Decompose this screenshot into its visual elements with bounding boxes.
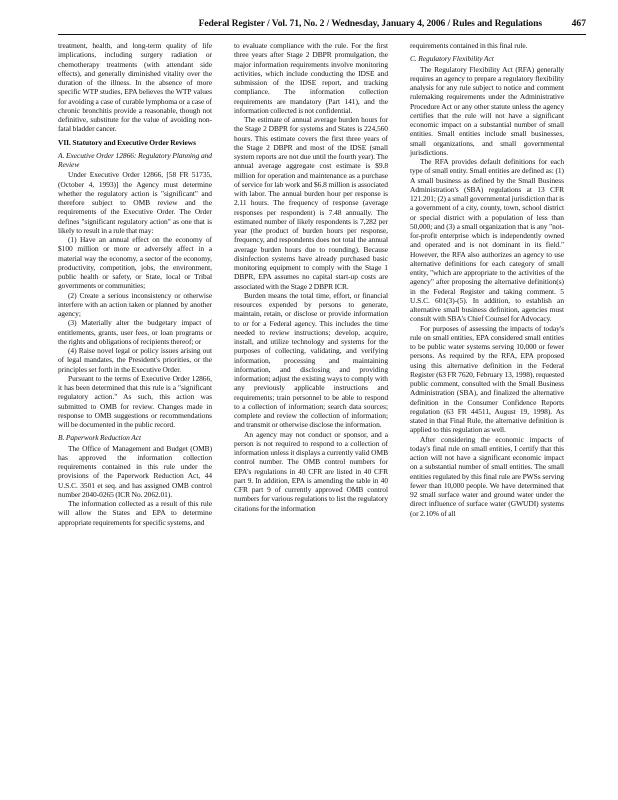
paragraph: The Regulatory Flexibility Act (RFA) generally requires an agency to prepare a regulatory flexibility analysis for any rule subject to notice and comment rulemaking requirements under the Administrative Procedure Act or any other statute unless the agency certifies that the rule will not have a significant economic impact on a substantial number of small entities. Small entities include small businesses, small organizations, and small governmental jurisdictions. — [410, 64, 564, 157]
running-head: Federal Register / Vol. 71, No. 2 / Wednesday, January 4, 2006 / Rules and Regulations — [198, 18, 542, 29]
list-item: (4) Raise novel legal or policy issues arising out of legal mandates, the President's priorities, or the principles set forth in the Executive Order. — [58, 346, 212, 374]
section-heading: VII. Statutory and Executive Order Reviews — [58, 137, 196, 147]
column-middle — [234, 41, 388, 513]
list-item: (2) Create a serious inconsistency or otherwise interfere with an action taken or planned by another agency; — [58, 290, 212, 318]
paragraph: Burden means the total time, effort, or financial resources expended by persons to generate, maintain, retain, or disclose or provide information to or for a Federal agency. This includes the time needed to review instructions; develop, acquire, install, and utilize technology and systems for the purposes of collecting, validating, and verifying information, processing and maintaining information, and disclosing and providing information; adjust the existing ways to comply with any previously applicable instructions and requirements; train personnel to be able to respond to a collection of information; search data sources; complete and review the collection of information; and transmit or otherwise disclose the information. — [234, 290, 388, 430]
paragraph: to evaluate compliance with the rule. For the first three years after Stage 2 DBPR promulgation, the major information requirements involve monitoring activities, which include conducting the IDSE and submission of the IDSE report, and tracking compliance. The information collection requirements are mandatory (Part 141), and the information collected is not confidential. — [234, 41, 388, 115]
paragraph: The Office of Management and Budget (OMB) has approved the information collection requirements contained in this rule under the provisions of the Paperwork Reduction Act, 44 U.S.C. 3501 et seq. and has assigned OMB control number 2040-0265 (ICR No. 2062.01). — [58, 443, 212, 499]
column-left — [58, 41, 212, 527]
paragraph: The estimate of annual average burden hours for the Stage 2 DBPR for systems and States is 224,560 hours. This estimate covers the first three years of the Stage 2 DBPR and most of the IDSE (small system reports are not due until the fourth year). The annual average aggregate cost estimate is $9.8 million for operation and maintenance as a purchase of service for lab work and $6.8 million is associated with labor. The annual burden hour per response is 2.11 hours. The frequency of response (average responses per respondent) is 7.48 annually. The estimated number of likely respondents is 7,282 per year (the product of burden hours per response, frequency, and respondents does not total the annual average burden hours due to rounding). Because disinfection systems have already purchased basic monitoring equipment to comply with the Stage 1 DBPR, EPA assumes no capital start-up costs are associated with the Stage 2 DBPR ICR. — [234, 115, 388, 291]
subsection-heading: B. Paperwork Reduction Act — [58, 433, 142, 443]
paragraph: For purposes of assessing the impacts of today's rule on small entities, EPA considered small entities to be public water systems serving 10,000 or fewer persons. As required by the RFA, EPA proposed using this alternative definition in the Federal Register (63 FR 7620, February 13, 1998), requested public comment, consulted with the Small Business Administration (SBA), and finalized the alternative definition in the Consumer Confidence Reports regulation (63 FR 44511, August 19, 1998). As stated in that Final Rule, the alternative definition is applied to this regulation as well. — [410, 323, 564, 435]
paragraph: The RFA provides default definitions for each type of small entity. Small entities are defined as: (1) A small business as defined by the Small Business Administration's (SBA) regulations at 13 CFR 121.201; (2) a small governmental jurisdiction that is a government of a city, county, town, school district or special district with a population of less than 50,000; and (3) a small organization that is any "not-for-profit enterprise which is independently owned and operated and is not dominant in its field." However, the RFA also authorizes an agency to use alternative definitions for each category of small entity, "which are appropriate to the activities of the agency" after proposing the alternative definition(s) in the Federal Register and taking comment. 5 U.S.C. 601(3)-(5). In addition, to establish an alternative small business definition, agencies must consult with SBA's Chief Counsel for Advocacy. — [410, 157, 564, 324]
page-header — [58, 18, 586, 35]
paragraph: treatment, health, and long-term quality of life implications, including surgery radiation or chemotherapy treatments (with attendant side effects), and generally diminished vitality over the duration of the illness. In the absence of more specific WTP studies, EPA believes the WTP values for avoiding a case of curable lymphoma or a case of chronic bronchitis provide a reasonable, though not definitive, substitute for the value of avoiding non-fatal bladder cancer. — [58, 41, 212, 134]
list-item: (1) Have an annual effect on the economy of $100 million or more or adversely affect in a material way the economy, a sector of the economy, productivity, competition, jobs, the environment, public health or safety, or State, local or Tribal governments or communities; — [58, 235, 212, 291]
page-number: 467 — [571, 18, 586, 29]
paragraph: After considering the economic impacts of today's final rule on small entities, I certify that this action will not have a significant economic impact on a substantial number of small entities. The small entities regulated by this final rule are PWSs serving fewer than 10,000 people. We have determined that 92 small surface water and ground water under the direct influence of surface water (GWUDI) systems (or 2.10% of all — [410, 434, 564, 518]
paragraph: Pursuant to the terms of Executive Order 12866, it has been determined that this rule is a "significant regulatory action." As such, this action was submitted to OMB for review. Changes made in response to OMB suggestions or recommendations will be documented in the public record. — [58, 373, 212, 429]
paragraph: The information collected as a result of this rule will allow the States and EPA to determine appropriate requirements for specific systems, and — [58, 499, 212, 527]
column-right — [410, 41, 564, 518]
subsection-heading: A. Executive Order 12866: Regulatory Planning and Review — [58, 150, 212, 169]
list-item: (3) Materially alter the budgetary impact of entitlements, grants, user fees, or loan programs or the rights and obligations of recipients thereof; or — [58, 318, 212, 346]
subsection-heading: C. Regulatory Flexibility Act — [410, 54, 494, 64]
paragraph: requirements contained in this final rule. — [410, 41, 528, 50]
paragraph: Under Executive Order 12866, [58 FR 51735, (October 4, 1993)] the Agency must determine whether the regulatory action is "significant" and therefore subject to OMB review and the requirements of the Executive Order. The Order defines "significant regulatory action" as one that is likely to result in a rule that may: — [58, 170, 212, 235]
paragraph: An agency may not conduct or sponsor, and a person is not required to respond to a collection of information unless it displays a currently valid OMB control number. The OMB control numbers for EPA's regulations in 40 CFR are listed in 40 CFR part 9. In addition, EPA is amending the table in 40 CFR part 9 of currently approved OMB control numbers for various regulations to list the regulatory citations for the information — [234, 429, 388, 513]
